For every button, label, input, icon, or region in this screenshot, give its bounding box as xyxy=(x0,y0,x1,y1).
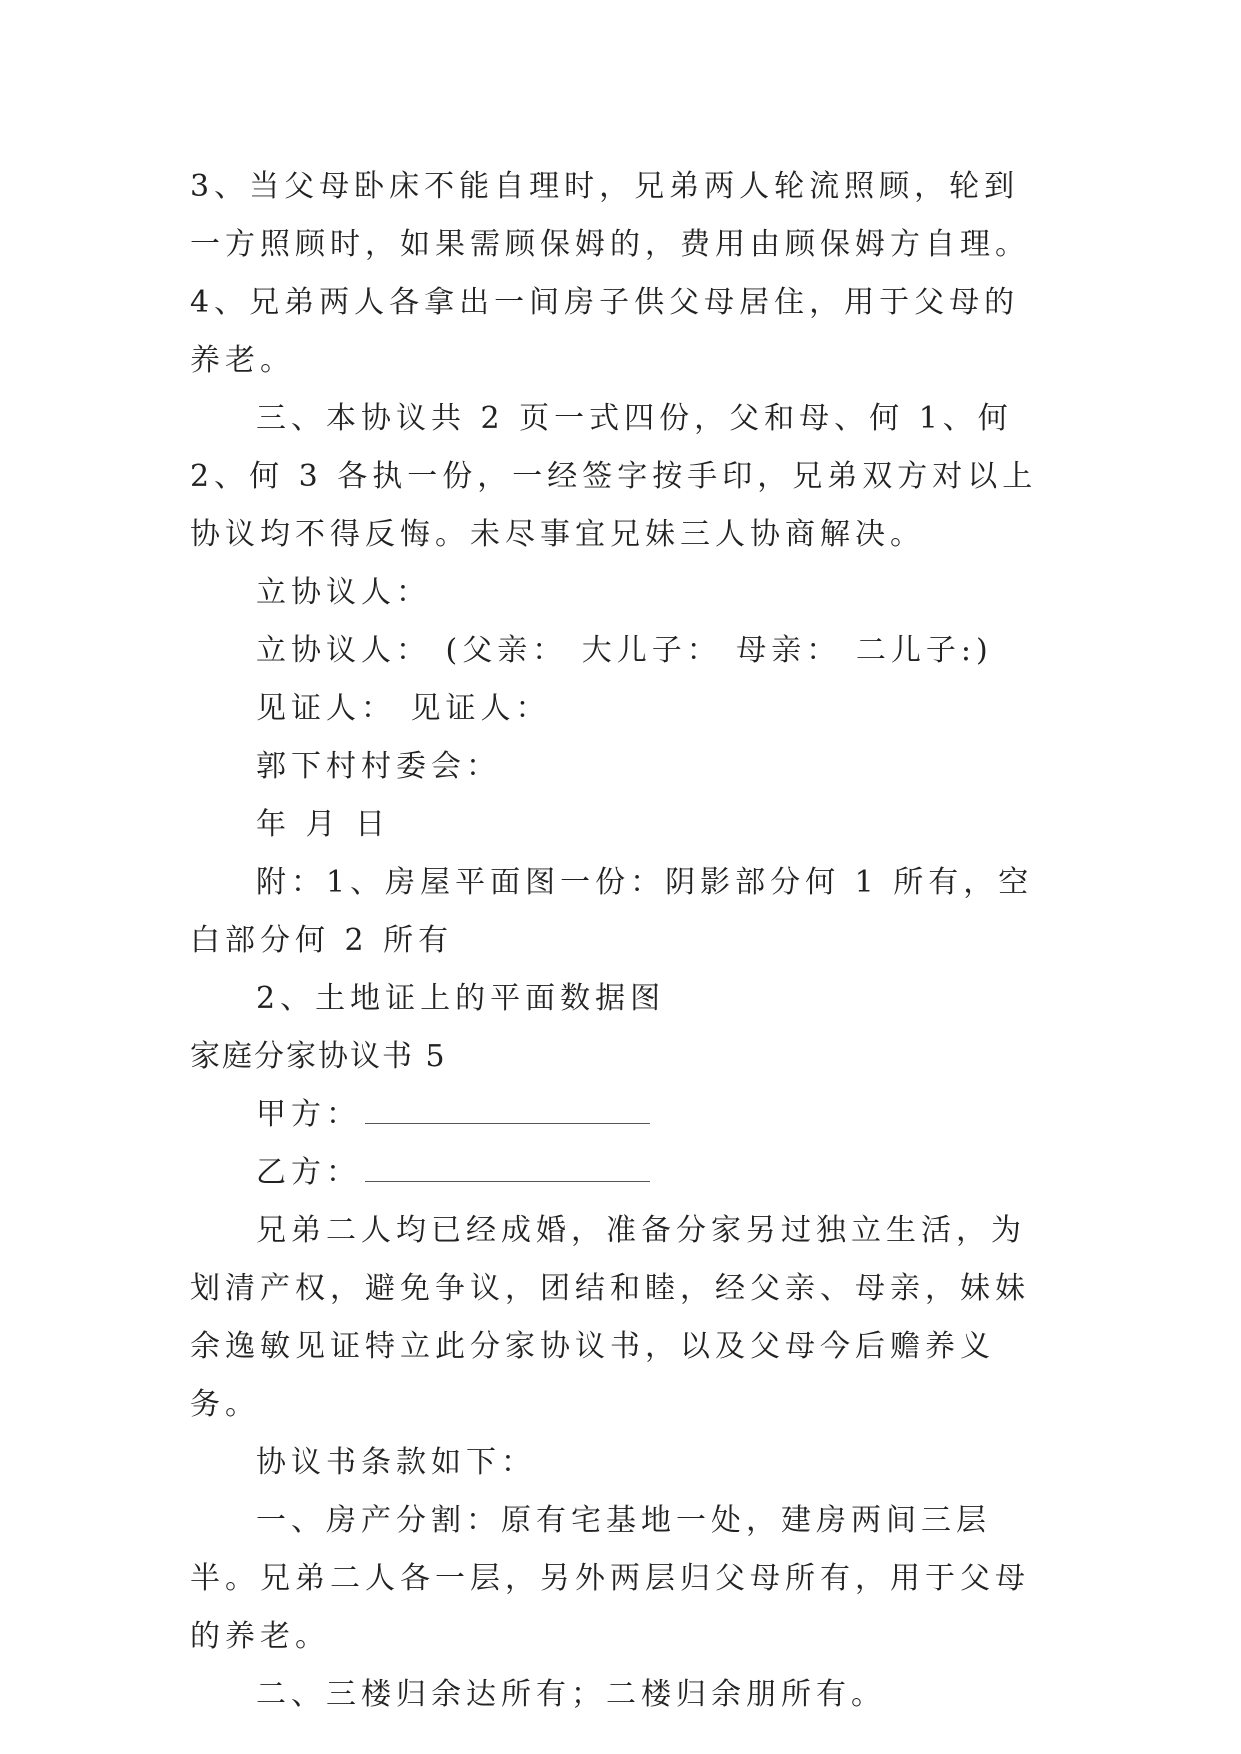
party-a-label: 甲方： xyxy=(256,1097,361,1132)
party-b-blank[interactable] xyxy=(365,1161,650,1182)
paragraph-clauses-heading: 协议书条款如下： xyxy=(256,1445,536,1480)
paragraph-attachment-1: 附：1、房屋平面图一份：阴影部分何 1 所有，空白部分何 2 所有 xyxy=(190,865,1034,958)
party-b-line xyxy=(190,1144,1052,1202)
party-a-blank[interactable] xyxy=(365,1103,650,1124)
paragraph-signatories-list: 立协议人： (父亲： 大儿子： 母亲： 二儿子:) xyxy=(256,633,993,668)
paragraph-property-division: 一、房产分割：原有宅基地一处，建房两间三层半。兄弟二人各一层，另外两层归父母所有，用于父母的养老。 xyxy=(190,1503,1030,1654)
paragraph-floor-allocation: 二、三楼归余达所有；二楼归余朋所有。 xyxy=(256,1677,886,1712)
document-page xyxy=(190,158,1052,1724)
paragraph-copies: 三、本协议共 2 页一式四份，父和母、何 1、何 2、何 3 各执一份，一经签字按手印，兄弟双方对以上协议均不得反悔。未尽事宜兄妹三人协商解决。 xyxy=(190,401,1038,552)
paragraph-date: 年 月 日 xyxy=(256,807,391,842)
section-title: 家庭分家协议书 5 xyxy=(190,1039,447,1074)
party-a-line xyxy=(190,1086,1052,1144)
paragraph-care-terms: 3、当父母卧床不能自理时，兄弟两人轮流照顾，轮到一方照顾时，如果需顾保姆的，费用由顾保姆方自理。4、兄弟两人各拿出一间房子供父母居住，用于父母的养老。 xyxy=(190,169,1030,378)
paragraph-village-committee: 郭下村村委会： xyxy=(256,749,501,784)
paragraph-preamble: 兄弟二人均已经成婚，准备分家另过独立生活，为划清产权，避免争议，团结和睦，经父亲、母亲，妹妹余逸敏见证特立此分家协议书，以及父母今后赡养义务。 xyxy=(190,1213,1030,1422)
paragraph-attachment-2: 2、土地证上的平面数据图 xyxy=(256,981,666,1016)
paragraph-signatory: 立协议人： xyxy=(256,575,431,610)
paragraph-witnesses: 见证人： 见证人： xyxy=(256,691,551,726)
party-b-label: 乙方： xyxy=(256,1155,361,1190)
